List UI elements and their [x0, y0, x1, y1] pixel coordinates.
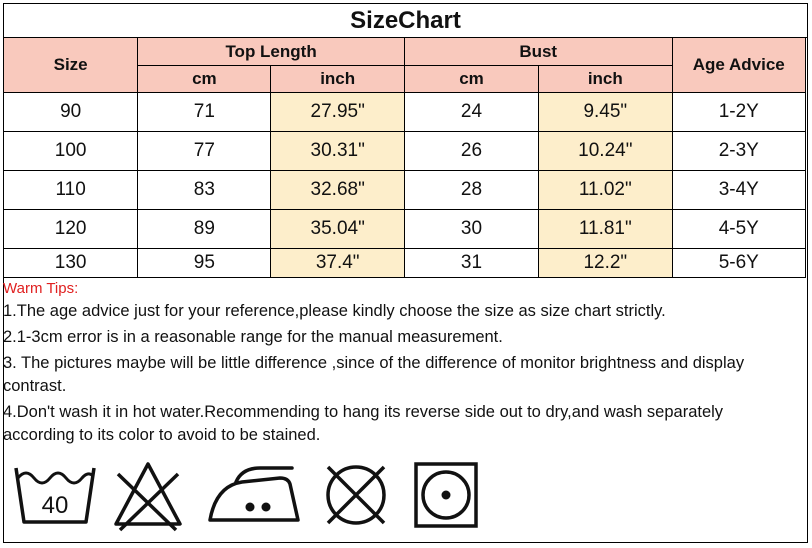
age-cell: 5-6Y	[672, 249, 805, 278]
top-inch-cell: 30.31"	[271, 132, 404, 171]
table-row	[4, 171, 806, 210]
page-title: SizeChart	[4, 4, 807, 38]
size-cell: 110	[4, 171, 138, 210]
top-inch-cell: 32.68"	[271, 171, 404, 210]
bust-header: Bust	[404, 38, 672, 66]
top-inch-cell: 27.95"	[271, 93, 404, 132]
age-cell: 2-3Y	[672, 132, 805, 171]
bust-cm-cell: 26	[404, 132, 538, 171]
bust-cm-cell: 30	[404, 210, 538, 249]
warm-tips	[3, 280, 799, 450]
bust-cm-cell: 28	[404, 171, 538, 210]
bust-cm-cell: 31	[404, 249, 538, 278]
size-table	[3, 37, 806, 278]
top-cm-cell: 95	[138, 249, 271, 278]
bust-cm-cell: 24	[404, 93, 538, 132]
wash-temp-label: 40	[41, 492, 69, 519]
top-cm-cell: 83	[138, 171, 271, 210]
warm-tips-heading: Warm Tips:	[3, 280, 79, 297]
age-cell: 1-2Y	[672, 93, 805, 132]
top-cm-header: cm	[138, 66, 271, 93]
iron-low-heat-icon	[202, 458, 304, 532]
top-cm-cell: 77	[138, 132, 271, 171]
table-header-row	[4, 38, 806, 66]
bust-inch-cell: 11.81"	[539, 210, 672, 249]
top-cm-cell: 89	[138, 210, 271, 249]
table-row	[4, 93, 806, 132]
bust-inch-cell: 11.02"	[539, 171, 672, 210]
top-inch-header: inch	[271, 66, 404, 93]
size-cell: 130	[4, 249, 138, 278]
do-not-bleach-icon	[112, 458, 184, 532]
age-cell: 4-5Y	[672, 210, 805, 249]
size-cell: 100	[4, 132, 138, 171]
top-inch-cell: 37.4"	[271, 249, 404, 278]
bust-cm-header: cm	[404, 66, 538, 93]
top-inch-cell: 35.04"	[271, 210, 404, 249]
top-cm-cell: 71	[138, 93, 271, 132]
top-length-header: Top Length	[138, 38, 405, 66]
bust-inch-cell: 12.2"	[539, 249, 672, 278]
bust-inch-cell: 10.24"	[539, 132, 672, 171]
tip-item: 2.1-3cm error is in a reasonable range for the manual measurement.	[3, 328, 503, 346]
tip-item: 1.The age advice just for your reference,please kindly choose the size as size chart strictly.	[3, 302, 666, 320]
wash-40-icon	[10, 458, 100, 532]
table-row	[4, 210, 806, 249]
tumble-dry-icon	[410, 458, 482, 532]
tip-item: 3. The pictures maybe will be little difference ,since of the difference of monitor brightness and display contrast.	[3, 354, 745, 395]
size-cell: 90	[4, 93, 138, 132]
age-advice-header: Age Advice	[672, 38, 805, 93]
table-row	[4, 249, 806, 278]
size-header: Size	[4, 38, 138, 93]
bust-inch-header: inch	[539, 66, 672, 93]
age-cell: 3-4Y	[672, 171, 805, 210]
do-not-dry-clean-icon	[318, 458, 394, 532]
tip-item: 4.Don't wash it in hot water.Recommending to hang its reverse side out to dry,and wash separately according to its color to avoid to be stained.	[3, 403, 724, 444]
care-icons	[10, 458, 800, 534]
size-cell: 120	[4, 210, 138, 249]
bust-inch-cell: 9.45"	[539, 93, 672, 132]
table-row	[4, 132, 806, 171]
